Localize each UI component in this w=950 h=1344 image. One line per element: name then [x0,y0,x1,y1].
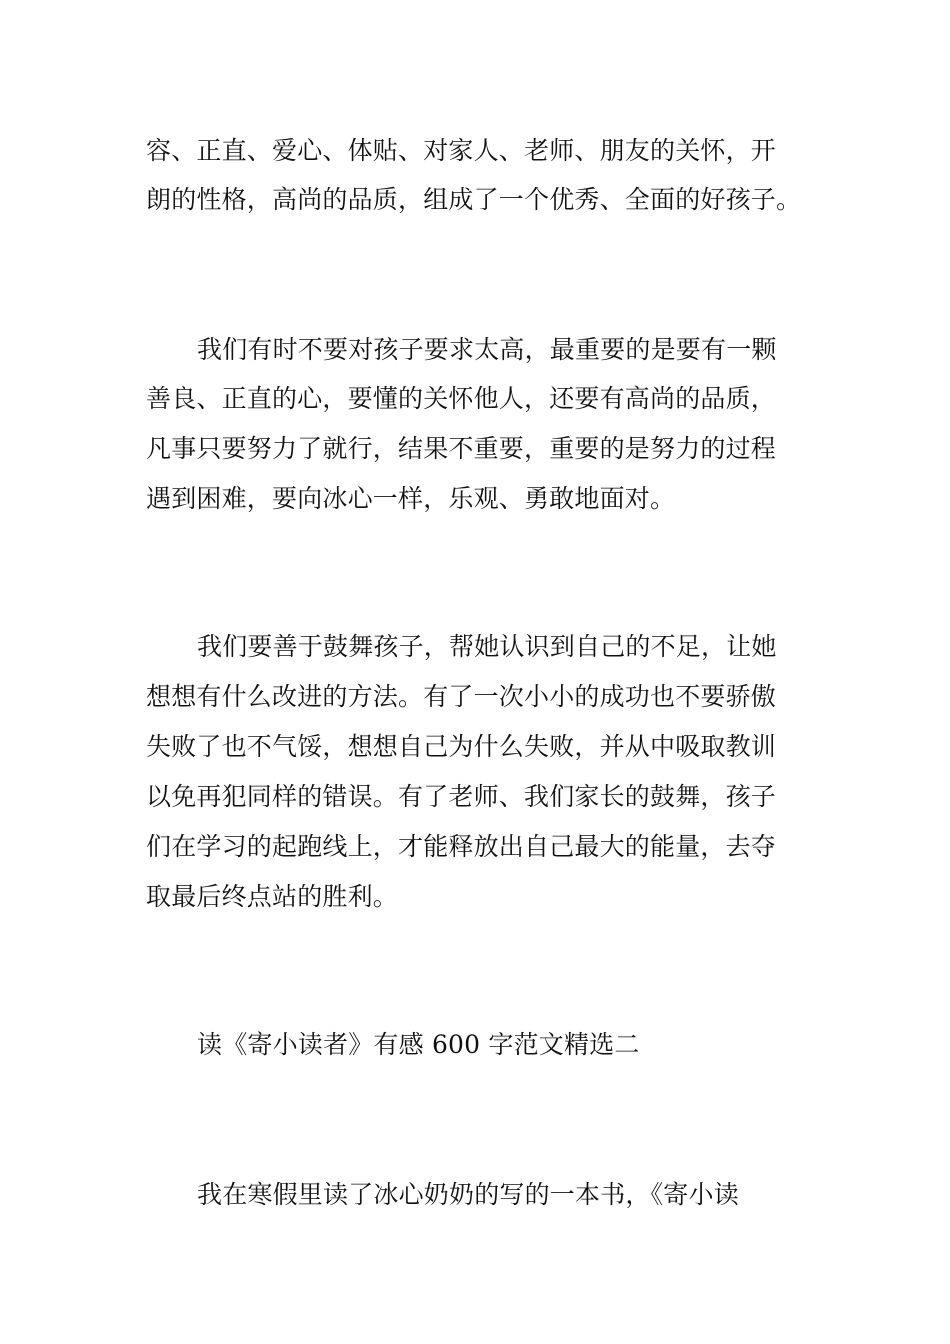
paragraph-1-line-2: 朗的性格，高尚的品质，组成了一个优秀、全面的好孩子。 [146,185,802,214]
paragraph-3-line-5: 们在学习的起跑线上，才能释放出自己最大的能量，去夺 [146,832,777,861]
paragraph-1-line-1: 容、正直、爱心、体贴、对家人、老师、朋友的关怀，开 [146,136,777,165]
paragraph-4-line-1: 我在寒假里读了冰心奶奶的写的一本书，《寄小读 [197,1180,739,1209]
paragraph-3-line-6: 取最后终点站的胜利。 [146,882,399,911]
paragraph-3-line-1: 我们要善于鼓舞孩子，帮她认识到自己的不足，让她 [197,632,777,661]
section-heading: 读《寄小读者》有感 600 字范文精选二 [197,1030,640,1059]
paragraph-2-line-3: 凡事只要努力了就行，结果不重要，重要的是努力的过程 [146,434,777,463]
paragraph-3-line-4: 以免再犯同样的错误。有了老师、我们家长的鼓舞，孩子 [146,782,777,811]
paragraph-2-line-4: 遇到困难，要向冰心一样，乐观、勇敢地面对。 [146,484,676,513]
paragraph-2-line-1: 我们有时不要对孩子要求太高，最重要的是要有一颗 [197,335,777,364]
paragraph-3-line-2: 想想有什么改进的方法。有了一次小小的成功也不要骄傲 [146,682,777,711]
paragraph-3-line-3: 失败了也不气馁，想想自己为什么失败，并从中吸取教训 [146,732,777,761]
paragraph-2-line-2: 善良、正直的心，要懂的关怀他人，还要有高尚的品质， [146,384,777,413]
